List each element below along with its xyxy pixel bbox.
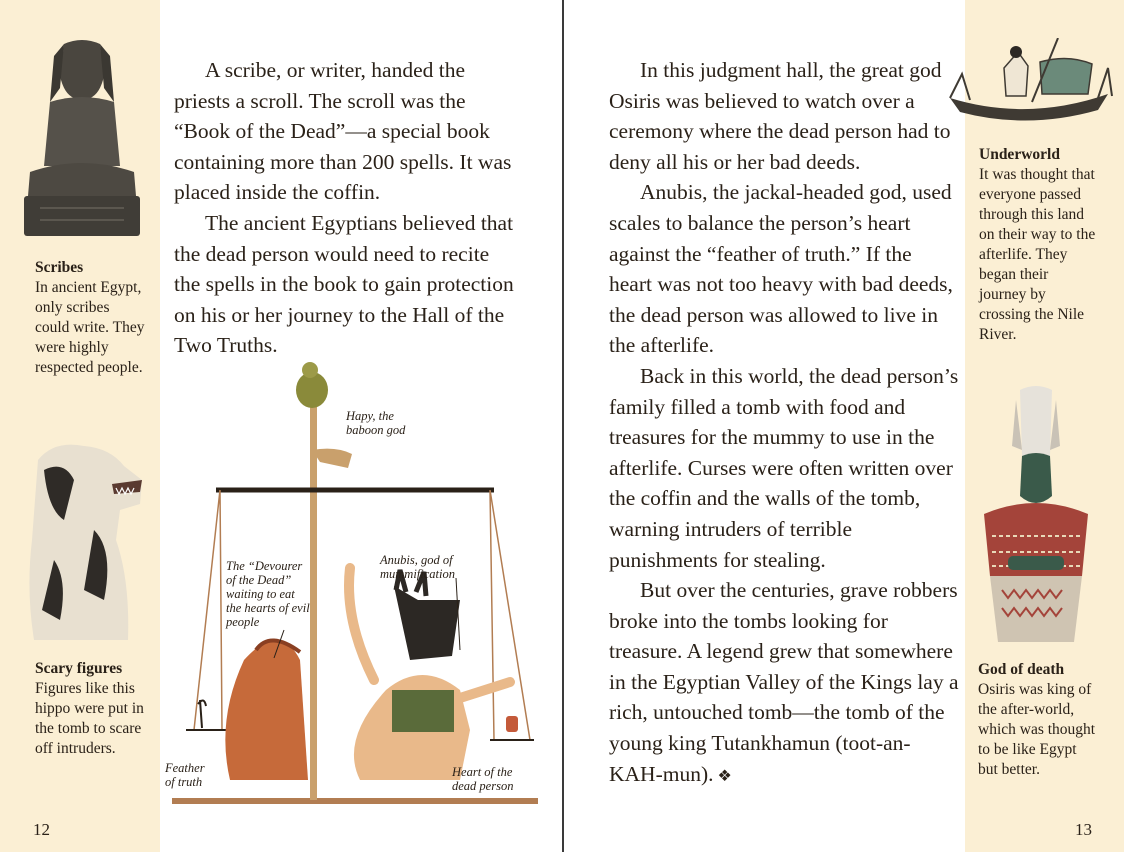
right-paragraph-1: In this judgment hall, the great god Osiris was believed to watch over a ceremony where the dead person had to deny all his or her bad deeds. (609, 58, 951, 174)
page-gutter (562, 0, 564, 852)
scary-figures-caption (35, 659, 150, 759)
right-paragraph-4-text: But over the centuries, grave robbers broke into the tombs looking for treasure. A legend grew that somewhere in the Egyptian Valley of the Kings lay a rich, untouched tomb—the tomb of the young king Tutankhamun (toot-an-KAH-mun). (609, 578, 959, 786)
scale-base (172, 798, 538, 804)
left-page-body (174, 55, 519, 361)
devourer-label: The “Devourer of the Dead” waiting to eat the hearts of evil people (226, 559, 310, 629)
underworld-caption-title: Underworld (979, 146, 1060, 163)
left-paragraph-2: The ancient Egyptians believed that the dead person would need to recite the spells in the book to gain protection on his or her journey to the Hall of the Two Truths. (174, 210, 514, 358)
page-number-right: 13 (1075, 820, 1092, 839)
hapy-label: Hapy, the baboon god (346, 409, 406, 437)
scribes-caption-title: Scribes (35, 259, 84, 276)
page-number-left: 12 (33, 820, 50, 839)
anubis-label: Anubis, god of mummification (380, 553, 455, 581)
feather-label: Feather of truth (165, 761, 205, 789)
scary-figures-caption-title: Scary figures (35, 660, 123, 677)
devourer-figure (225, 640, 308, 780)
end-mark-icon: ❖ (717, 767, 732, 785)
underworld-boat-image (948, 38, 1114, 134)
left-paragraph-1: A scribe, or writer, handed the priests a scroll. The scroll was the “Book of the Dead”—a special book containing more than 200 spells. It was placed inside the coffin. (174, 58, 512, 205)
hippo-figure-image (24, 440, 146, 646)
god-of-death-caption (978, 660, 1096, 780)
right-paragraph-4 (609, 575, 959, 792)
scribes-caption-text: In ancient Egypt, only scribes could write. They were highly respected people. (35, 279, 145, 376)
plumb-weight (312, 449, 352, 468)
scary-figures-caption-text: Figures like this hippo were put in the tomb to scare off intruders. (35, 680, 144, 757)
scribes-caption (35, 258, 147, 378)
feather-symbol (198, 700, 206, 728)
god-of-death-caption-text: Osiris was king of the after-world, which was thought to be like Egypt but better. (978, 681, 1096, 778)
heart-label: Heart of the dead person (452, 765, 514, 793)
right-paragraph-2: Anubis, the jackal-headed god, used scales to balance the person’s heart against the “feather of truth.” If the heart was not too heavy with bad deeds, the dead person was allowed to live in the afterlife. (609, 180, 953, 358)
anubis-head (394, 586, 460, 660)
heart-jar (506, 716, 518, 732)
underworld-caption-text: It was thought that everyone passed through this land on their way to the afterlife. They began their journey by crossing the Nile River. (979, 166, 1096, 343)
right-paragraph-3: Back in this world, the dead person’s family filled a tomb with food and treasures for the mummy to use in the afterlife. Curses were often written over the coffin and the walls of the tomb, warning intruders of terrible punishments for stealing. (609, 363, 959, 572)
scale-right-strings (490, 490, 530, 740)
scale-left-strings (194, 490, 222, 730)
underworld-caption (979, 145, 1097, 345)
osiris-statue-image (978, 386, 1094, 644)
god-of-death-caption-title: God of death (978, 661, 1065, 678)
scribe-statue-image (20, 36, 144, 242)
right-page-body (609, 55, 959, 792)
